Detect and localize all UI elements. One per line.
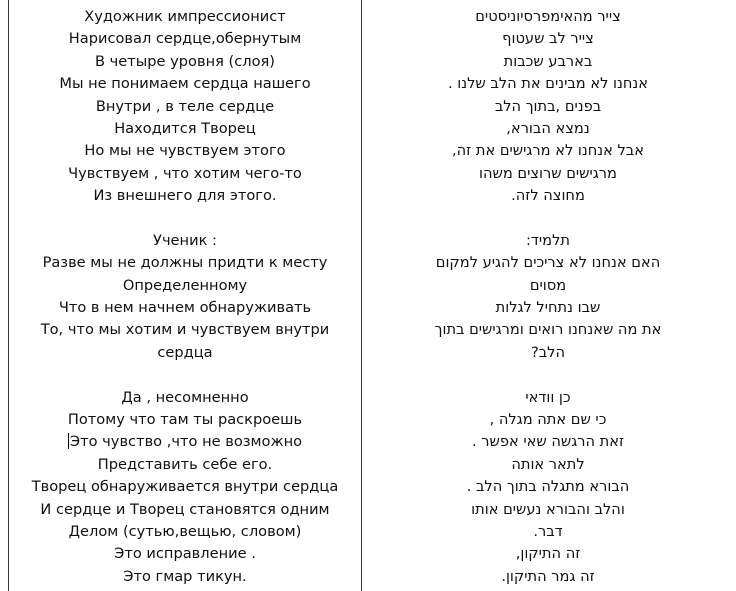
- russian-line: В четыре уровня (слоя): [95, 52, 275, 70]
- hebrew-line: זה התיקון,: [515, 545, 581, 563]
- russian-line: Из внешнего для этого.: [93, 187, 277, 205]
- hebrew-line: מסוים: [529, 276, 567, 294]
- hebrew-line: כן וודאי: [525, 388, 571, 406]
- russian-line: Да , несомненно: [121, 388, 249, 406]
- russian-line: Чувствуем , что хотим чего-то: [68, 164, 302, 182]
- russian-line: Нарисовал сердце,обернутым: [68, 30, 302, 48]
- russian-line: сердца: [157, 343, 213, 361]
- hebrew-line: האם אנחנו לא צריכים להגיע למקום: [435, 254, 661, 272]
- russian-line: Ученик :: [153, 231, 217, 249]
- stanza-gap: [362, 208, 734, 230]
- hebrew-line: לתאר אותה: [511, 455, 585, 473]
- russian-line: Находится Творец: [114, 119, 256, 137]
- russian-line: Определенному: [122, 276, 248, 294]
- hebrew-column: [362, 6, 734, 588]
- russian-line: Но мы не чувствуем этого: [84, 142, 286, 160]
- russian-line-text: Это чувство ,что не возможно: [69, 433, 303, 451]
- hebrew-line: זה גמר התיקון.: [501, 567, 595, 585]
- hebrew-line: זאת הרגשה שאי אפשר .: [471, 433, 625, 451]
- hebrew-line: תלמיד:: [526, 231, 570, 249]
- text-cursor: [68, 433, 69, 449]
- hebrew-line: צייר מהאימפרסיוניסטים: [475, 8, 621, 25]
- hebrew-line: מחוצה לזה.: [511, 187, 585, 205]
- hebrew-line: שבו נתחיל לגלות: [495, 299, 601, 317]
- russian-line: То, что мы хотим и чувствуем внутри: [40, 321, 330, 339]
- hebrew-line: דבר.: [533, 522, 563, 540]
- russian-line: Потому что там ты раскроешь: [67, 411, 303, 429]
- hebrew-line: אנחנו לא מבינים את הלב שלנו .: [448, 75, 648, 93]
- russian-line: Внутри , в теле сердце: [95, 97, 275, 115]
- hebrew-line: הלב?: [530, 343, 565, 361]
- russian-line: Что в нем начнем обнаруживать: [58, 299, 312, 317]
- stanza-gap: [9, 364, 361, 386]
- russian-line: Представить себе его.: [97, 455, 273, 473]
- hebrew-line: בארבע שכבות: [503, 52, 593, 70]
- hebrew-line: נמצא הבורא,: [506, 119, 590, 137]
- hebrew-line: צייר לב שעטוף: [502, 30, 594, 48]
- russian-line: Это гмар тикун.: [123, 567, 247, 585]
- russian-column: [9, 6, 361, 588]
- hebrew-line: אבל אנחנו לא מרגישים את זה,: [452, 142, 644, 160]
- russian-line: Мы не понимаем сердца нашего: [59, 75, 311, 93]
- russian-line: Художник импрессионист: [84, 8, 286, 25]
- hebrew-line: והלב והבורא נעשים אותו: [471, 500, 625, 518]
- russian-line-with-cursor[interactable]: [9, 431, 361, 453]
- hebrew-line: את מה שאנחנו רואים ומרגישים בתוך: [434, 321, 662, 339]
- russian-line: Это исправление .: [114, 545, 256, 563]
- hebrew-line: כי שם אתה מגלה ,: [489, 411, 607, 429]
- russian-line: Делом (сутью,вещью, словом): [68, 522, 302, 540]
- hebrew-line: הבורא מתגלה בתוך הלב .: [466, 478, 630, 496]
- russian-line: Разве мы не должны придти к месту: [42, 254, 328, 272]
- stanza-gap: [9, 208, 361, 230]
- russian-line: Творец обнаруживается внутри сердца: [31, 478, 339, 496]
- russian-line: И сердце и Творец становятся одним: [40, 500, 330, 518]
- hebrew-line: בפנים ,בתוך הלב: [494, 97, 602, 115]
- hebrew-line: מרגישים שרוצים משהו: [479, 164, 617, 182]
- stanza-gap: [362, 364, 734, 386]
